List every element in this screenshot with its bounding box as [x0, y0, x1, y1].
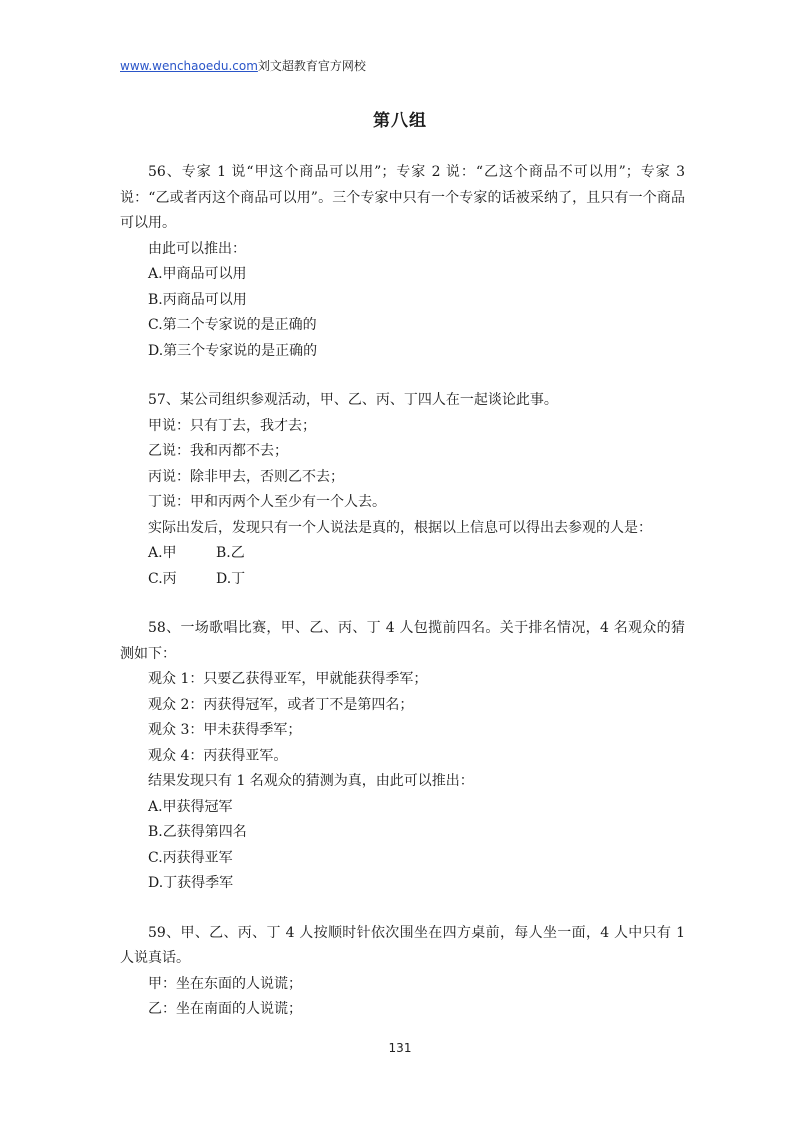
option-b: B.乙获得第四名 [148, 824, 247, 840]
question-prompt: 由此可以推出： [148, 240, 246, 257]
question-56 [120, 160, 685, 364]
question-prompt: 实际出发后，发现只有一个人说法是真的，根据以上信息可以得出去参观的人是： [148, 519, 652, 536]
option-a: A.甲 [148, 545, 177, 561]
question-59 [120, 921, 685, 1023]
page-header [120, 57, 366, 74]
statement: 甲说：只有丁去，我才去； [148, 417, 316, 434]
page-number: 131 [388, 1041, 412, 1055]
statement: 观众 1：只要乙获得亚军，甲就能获得季军； [148, 671, 428, 687]
question-list [120, 160, 685, 1047]
statement: 观众 4：丙获得亚军。 [148, 747, 288, 764]
option-row [120, 541, 685, 567]
option-d: D.丁获得季军 [148, 875, 234, 891]
option-row [120, 567, 685, 593]
option-a: A.甲商品可以用 [148, 266, 247, 282]
statement: 乙：坐在南面的人说谎； [148, 1001, 302, 1017]
option-d: D.第三个专家说的是正确的 [148, 342, 318, 359]
question-prompt: 结果发现只有 1 名观众的猜测为真，由此可以推出： [148, 773, 474, 789]
option-d: D.丁 [216, 570, 246, 587]
statement: 丙说：除非甲去，否则乙不去； [148, 468, 344, 485]
question-57 [120, 388, 685, 592]
question-stem: 59、甲、乙、丙、丁 4 人按顺时针依次围坐在四方桌前，每人坐一面，4 人中只有 1 人说真话。 [120, 924, 685, 966]
option-c: C.第二个专家说的是正确的 [148, 317, 317, 333]
question-58 [120, 616, 685, 897]
question-stem: 58、一场歌唱比赛，甲、乙、丙、丁 4 人包揽前四名。关于排名情况，4 名观众的猜测如下： [120, 620, 685, 662]
option-c: C.丙 [148, 570, 177, 587]
option-b: B.丙商品可以用 [148, 291, 247, 308]
statement: 观众 2：丙获得冠军，或者丁不是第四名； [148, 696, 414, 713]
question-stem: 56、专家 1 说“甲这个商品可以用”；专家 2 说：“乙这个商品不可以用”；专家 3 说：“乙或者丙这个商品可以用”。三个专家中只有一个专家的话被采纳了，且只有一个商品可以用。 [120, 164, 685, 231]
question-stem: 57、某公司组织参观活动，甲、乙、丙、丁四人在一起谈论此事。 [148, 392, 558, 408]
option-a: A.甲获得冠军 [148, 798, 233, 815]
statement: 甲：坐在东面的人说谎； [148, 975, 302, 992]
statement: 观众 3：甲未获得季军； [148, 722, 302, 738]
statement: 乙说：我和丙都不去； [148, 443, 288, 459]
section-title: 第八组 [373, 111, 427, 131]
option-c: C.丙获得亚军 [148, 849, 233, 866]
site-link[interactable]: www.wenchaoedu.com [120, 59, 258, 73]
option-b: B.乙 [216, 545, 245, 561]
org-name: 刘文超教育官方网校 [257, 59, 366, 73]
statement: 丁说：甲和丙两个人至少有一个人去。 [148, 494, 386, 510]
